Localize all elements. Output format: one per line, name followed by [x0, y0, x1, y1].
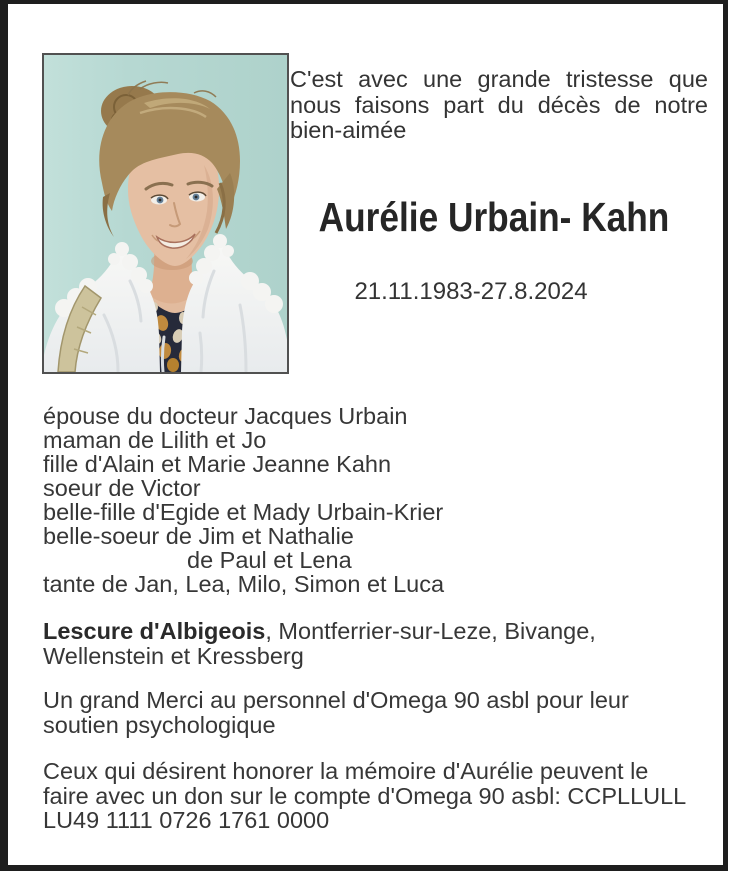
portrait-photo-illustration — [44, 55, 287, 372]
donation-account-number: LU49 1111 0726 1761 0000 — [43, 807, 330, 833]
thanks-line-2: soutien psychologique — [43, 711, 276, 738]
donation-line-1: Ceux qui désirent honorer la mémoire d'Aurélie peuvent le — [43, 758, 649, 784]
family-line-aunt: tante de Jan, Lea, Milo, Simon et Luca — [43, 571, 445, 597]
residence-line-2: Wellenstein et Kressberg — [43, 642, 304, 669]
other-residences: , Montferrier-sur-Leze, Bivange, — [265, 618, 596, 644]
family-relations-list — [43, 404, 663, 596]
family-line-children: maman de Lilith et Jo — [43, 427, 267, 453]
donation-paragraph — [43, 759, 708, 833]
residence-locations — [43, 619, 683, 668]
family-line-parents-in-law: belle-fille d'Egide et Mady Urbain-Krier — [43, 499, 444, 525]
life-dates: 21.11.1983-27.8.2024 — [354, 278, 588, 305]
family-line-spouse: épouse du docteur Jacques Urbain — [43, 403, 408, 429]
family-line-parents: fille d'Alain et Marie Jeanne Kahn — [43, 451, 392, 477]
primary-residence: Lescure d'Albigeois — [43, 618, 266, 644]
deceased-name: Aurélie Urbain- Kahn — [318, 194, 670, 240]
family-line-siblings-in-law-2: de Paul et Lena — [187, 547, 352, 573]
residence-line-1 — [43, 619, 683, 644]
portrait-photo — [42, 53, 289, 374]
thanks-paragraph — [43, 688, 693, 737]
family-line-siblings-in-law: belle-soeur de Jim et Nathalie — [43, 523, 354, 549]
thanks-line-1: Un grand Merci au personnel d'Omega 90 asbl pour leur — [43, 687, 629, 713]
family-line-sibling: soeur de Victor — [43, 475, 201, 501]
donation-line-2: faire avec un don sur le compte d'Omega 90 asbl: CCPLLULL — [43, 782, 687, 809]
announcement-intro-text: C'est avec une grande tristesse que nous faisons part du décès de notre bien-aimée — [290, 66, 708, 143]
